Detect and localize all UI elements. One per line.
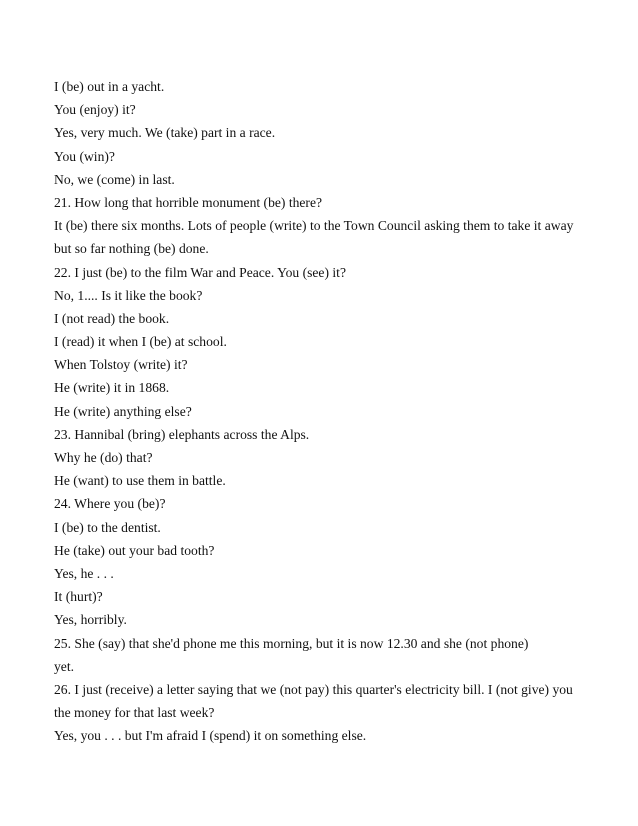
text-line: I (be) to the dentist. <box>54 519 161 535</box>
text-line: He (write) anything else? <box>54 403 192 419</box>
text-line: He (write) it in 1868. <box>54 380 170 396</box>
text-line: yet. <box>54 658 75 674</box>
text-line: Yes, you . . . but I'm afraid I (spend) it on something else. <box>54 728 367 744</box>
text-line: Yes, very much. We (take) part in a race. <box>54 125 276 141</box>
text-line: No, 1.... Is it like the book? <box>54 287 203 303</box>
text-line: You (win)? <box>54 148 115 164</box>
text-line: Why he (do) that? <box>54 450 153 465</box>
text-line: the money for that last week? <box>54 705 215 721</box>
text-line: 22. I just (be) to the film War and Peace. You (see) it? <box>54 264 346 280</box>
text-line: Yes, he . . . <box>54 565 114 581</box>
text-line: No, we (come) in last. <box>54 171 175 187</box>
text-line: 24. Where you (be)? <box>54 496 166 512</box>
text-line: 25. She (say) that she'd phone me this morning, but it is now 12.30 and she (not phone) <box>54 635 529 651</box>
text-line: 26. I just (receive) a letter saying that we (not pay) this quarter's electricity bill. I (not give) you <box>54 681 573 697</box>
text-line: 21. How long that horrible monument (be) there? <box>54 194 323 210</box>
text-line: He (want) to use them in battle. <box>54 473 226 489</box>
text-line: 23. Hannibal (bring) elephants across the Alps. <box>54 426 310 442</box>
exercise-text-block <box>54 75 614 747</box>
text-line: I (not read) the book. <box>54 310 170 326</box>
text-line: It (be) there six months. Lots of people (write) to the Town Council asking them to take it away <box>54 218 574 234</box>
text-line: He (take) out your bad tooth? <box>54 542 215 558</box>
text-line: Yes, horribly. <box>54 612 127 628</box>
text-line: I (be) out in a yacht. <box>54 79 165 94</box>
text-line: When Tolstoy (write) it? <box>54 357 188 373</box>
text-line: You (enjoy) it? <box>54 102 136 118</box>
text-line: but so far nothing (be) done. <box>54 241 209 257</box>
text-line: It (hurt)? <box>54 589 103 605</box>
text-line: I (read) it when I (be) at school. <box>54 334 227 350</box>
